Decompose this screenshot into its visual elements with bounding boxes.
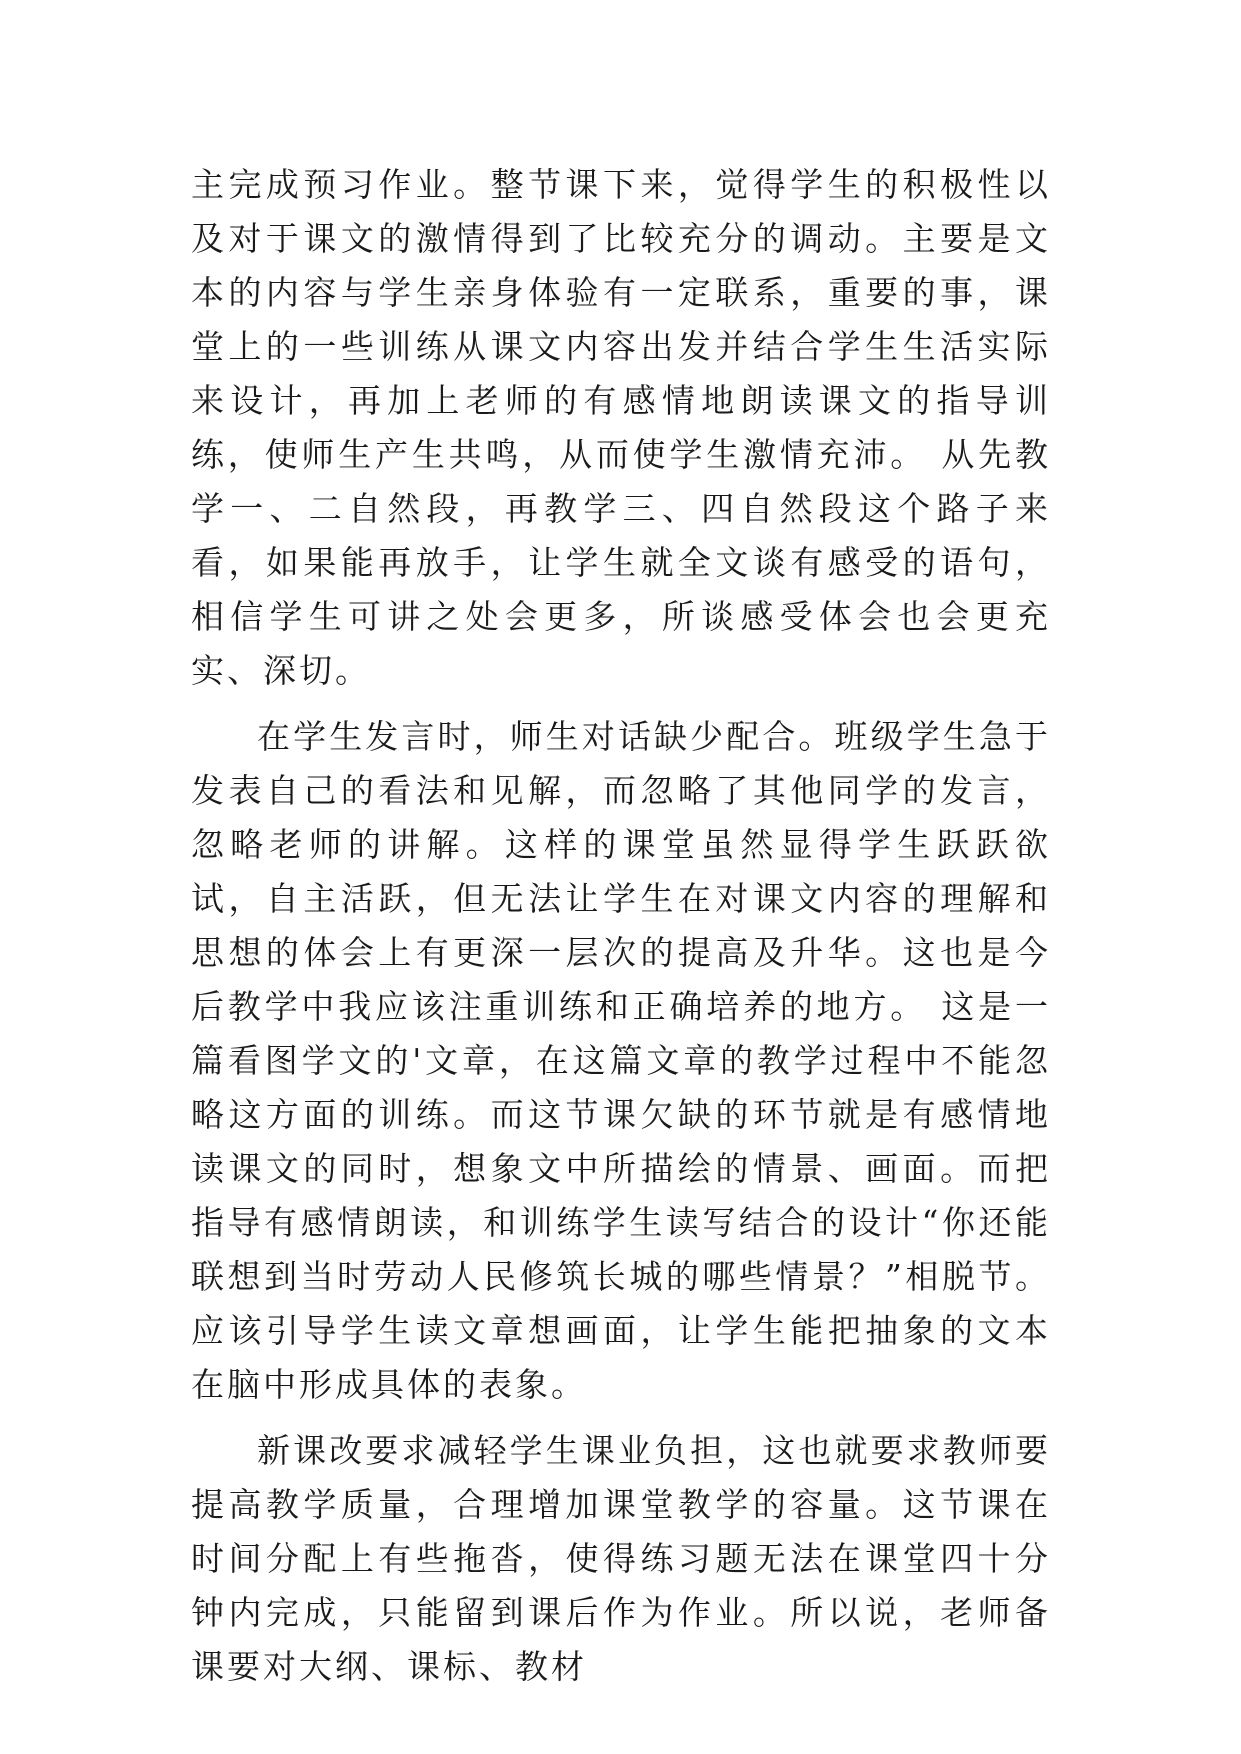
paragraph-3: 新课改要求减轻学生课业负担，这也就要求教师要提高教学质量，合理增加课堂教学的容量。这节课在时间分配上有些拖沓，使得练习题无法在课堂四十分钟内完成，只能留到课后作为作业。所以说，老师备课要对大纲、课标、教材 [191,1431,1051,1686]
document-body [191,158,1051,1694]
paragraph-gap [191,698,1051,710]
paragraph-gap [191,1412,1051,1424]
paragraph-1: 主完成预习作业。整节课下来，觉得学生的积极性以及对于课文的激情得到了比较充分的调动。主要是文本的内容与学生亲身体验有一定联系，重要的事，课堂上的一些训练从课文内容出发并结合学生生活实际来设计，再加上老师的有感情地朗读课文的指导训练，使师生产生共鸣，从而使学生激情充沛。 从先教学一、二自然段，再教学三、四自然段这个路子来看，如果能再放手，让学生就全文谈有感受的语句，相信学生可讲之处会更多，所谈感受体会也会更充实、深切。 [191,165,1051,690]
paragraph-2: 在学生发言时，师生对话缺少配合。班级学生急于发表自己的看法和见解，而忽略了其他同学的发言，忽略老师的讲解。这样的课堂虽然显得学生跃跃欲试，自主活跃，但无法让学生在对课文内容的理解和思想的体会上有更深一层次的提高及升华。这也是今后教学中我应该注重训练和正确培养的地方。 这是一篇看图学文的'文章，在这篇文章的教学过程中不能忽略这方面的训练。而这节课欠缺的环节就是有感情地读课文的同时，想象文中所描绘的情景、画面。而把指导有感情朗读，和训练学生读写结合的设计“你还能联想到当时劳动人民修筑长城的哪些情景？”相脱节。应该引导学生读文章想画面，让学生能把抽象的文本在脑中形成具体的表象。 [191,717,1051,1404]
